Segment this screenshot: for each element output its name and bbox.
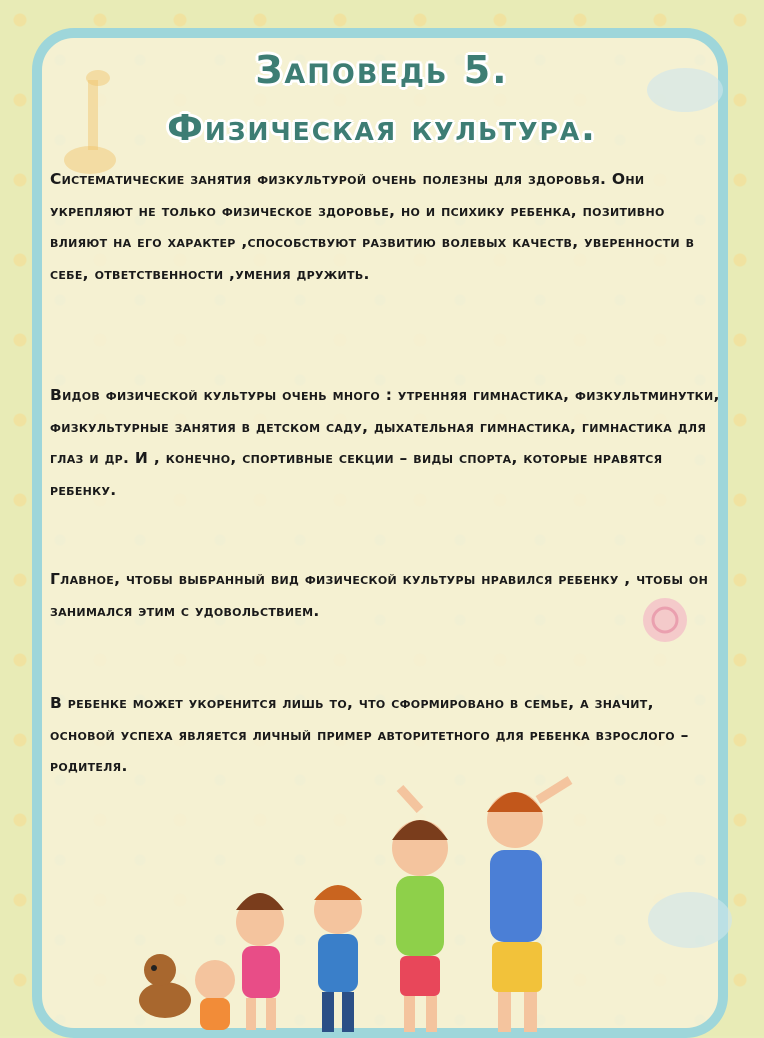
baby-figure xyxy=(195,960,235,1030)
paragraph-main: Главное, чтобы выбранный вид физической культуры нравился ребенку , чтобы он занимался этим с удовольствием. xyxy=(50,570,709,620)
paragraph-types: Видов физической культуры очень много : утренняя гимнастика, физкультминутки, физкультурные занятия в детском саду, дыхательная гимнастика, гимнастика для глаз и др. И , конечно, спортивные секции – виды спорта, которые нравятся ребенку. xyxy=(50,386,720,499)
family-exercising-illustration xyxy=(120,770,660,1036)
paragraph-family: В ребенке может укоренится лишь то, что сформировано в семье, а значит, основой успеха является личный пример авторитетного для ребенка взрослого – родителя. xyxy=(50,694,689,775)
girl-figure xyxy=(236,893,284,1030)
boy-figure xyxy=(314,885,362,1032)
dog-figure xyxy=(139,954,191,1018)
paragraph-benefits: Систематические занятия физкультурой очень полезны для здоровья. Они укрепляют не только физическое здоровье, но и психику ребенка, позитивно влияют на его характер ,способствуют развитию волевых качеств, уверенности в себе, ответственности ,умения дружить. xyxy=(50,170,695,283)
father-figure xyxy=(487,780,570,1032)
mother-figure xyxy=(392,788,448,1032)
page-title-line2: Физическая культура. xyxy=(167,108,597,149)
page-title-line1: Заповедь 5. xyxy=(255,48,509,92)
